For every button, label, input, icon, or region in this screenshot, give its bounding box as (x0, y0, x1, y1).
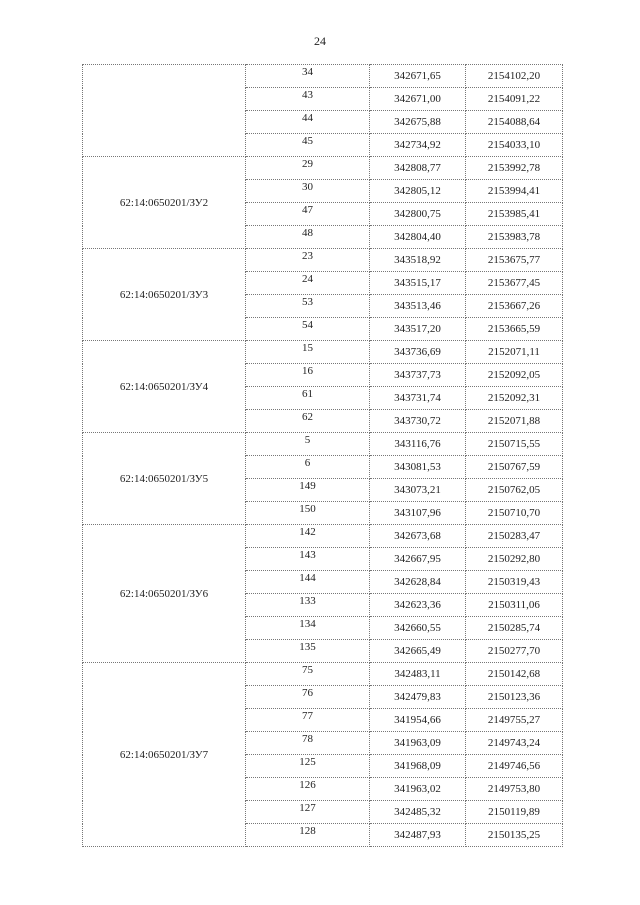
y-coordinate-cell: 2152092,05 (466, 364, 563, 387)
x-coordinate-cell: 341963,09 (370, 732, 466, 755)
x-coordinate-cell: 343518,92 (370, 249, 466, 272)
x-coordinate-cell: 343513,46 (370, 295, 466, 318)
y-coordinate-cell: 2150285,74 (466, 617, 563, 640)
y-coordinate-cell: 2153677,45 (466, 272, 563, 295)
y-coordinate-cell: 2150311,06 (466, 594, 563, 617)
point-number-cell: 76 (246, 686, 370, 709)
point-number-cell: 45 (246, 134, 370, 157)
x-coordinate-cell: 341963,02 (370, 778, 466, 801)
x-coordinate-cell: 342628,84 (370, 571, 466, 594)
table-row (83, 65, 563, 88)
x-coordinate-cell: 343515,17 (370, 272, 466, 295)
point-number-cell: 23 (246, 249, 370, 272)
point-number-cell: 61 (246, 387, 370, 410)
x-coordinate-cell: 343730,72 (370, 410, 466, 433)
y-coordinate-cell: 2150319,43 (466, 571, 563, 594)
point-number-cell: 75 (246, 663, 370, 686)
x-coordinate-cell: 343081,53 (370, 456, 466, 479)
point-number-cell: 16 (246, 364, 370, 387)
plot-number-cell: 62:14:0650201/ЗУ4 (83, 341, 246, 433)
point-number-cell: 6 (246, 456, 370, 479)
x-coordinate-cell: 343107,96 (370, 502, 466, 525)
y-coordinate-cell: 2153983,78 (466, 226, 563, 249)
y-coordinate-cell: 2153985,41 (466, 203, 563, 226)
table-row (83, 249, 563, 272)
y-coordinate-cell: 2150710,70 (466, 502, 563, 525)
point-number-cell: 128 (246, 824, 370, 847)
y-coordinate-cell: 2150283,47 (466, 525, 563, 548)
point-number-cell: 44 (246, 111, 370, 134)
coordinates-table-body (83, 65, 563, 847)
point-number-cell: 53 (246, 295, 370, 318)
y-coordinate-cell: 2154091,22 (466, 88, 563, 111)
point-number-cell: 77 (246, 709, 370, 732)
table-row (83, 157, 563, 180)
y-coordinate-cell: 2154088,64 (466, 111, 563, 134)
point-number-cell: 47 (246, 203, 370, 226)
y-coordinate-cell: 2152092,31 (466, 387, 563, 410)
y-coordinate-cell: 2153992,78 (466, 157, 563, 180)
x-coordinate-cell: 343073,21 (370, 479, 466, 502)
x-coordinate-cell: 342485,32 (370, 801, 466, 824)
y-coordinate-cell: 2149743,24 (466, 732, 563, 755)
point-number-cell: 135 (246, 640, 370, 663)
x-coordinate-cell: 343736,69 (370, 341, 466, 364)
point-number-cell: 127 (246, 801, 370, 824)
plot-number-cell: 62:14:0650201/ЗУ5 (83, 433, 246, 525)
point-number-cell: 142 (246, 525, 370, 548)
x-coordinate-cell: 342804,40 (370, 226, 466, 249)
point-number-cell: 24 (246, 272, 370, 295)
x-coordinate-cell: 342483,11 (370, 663, 466, 686)
x-coordinate-cell: 342479,83 (370, 686, 466, 709)
plot-number-cell: 62:14:0650201/ЗУ2 (83, 157, 246, 249)
point-number-cell: 143 (246, 548, 370, 571)
point-number-cell: 133 (246, 594, 370, 617)
x-coordinate-cell: 342623,36 (370, 594, 466, 617)
point-number-cell: 43 (246, 88, 370, 111)
x-coordinate-cell: 342734,92 (370, 134, 466, 157)
y-coordinate-cell: 2150142,68 (466, 663, 563, 686)
x-coordinate-cell: 342800,75 (370, 203, 466, 226)
x-coordinate-cell: 342660,55 (370, 617, 466, 640)
table-row (83, 525, 563, 548)
plot-number-cell: 62:14:0650201/ЗУ7 (83, 663, 246, 847)
point-number-cell: 5 (246, 433, 370, 456)
point-number-cell: 30 (246, 180, 370, 203)
x-coordinate-cell: 342675,88 (370, 111, 466, 134)
y-coordinate-cell: 2150277,70 (466, 640, 563, 663)
point-number-cell: 78 (246, 732, 370, 755)
x-coordinate-cell: 342671,65 (370, 65, 466, 88)
coordinates-table (82, 64, 563, 847)
y-coordinate-cell: 2153994,41 (466, 180, 563, 203)
x-coordinate-cell: 341968,09 (370, 755, 466, 778)
x-coordinate-cell: 342673,68 (370, 525, 466, 548)
y-coordinate-cell: 2150123,36 (466, 686, 563, 709)
x-coordinate-cell: 343517,20 (370, 318, 466, 341)
plot-number-cell: 62:14:0650201/ЗУ3 (83, 249, 246, 341)
x-coordinate-cell: 343731,74 (370, 387, 466, 410)
y-coordinate-cell: 2153665,59 (466, 318, 563, 341)
y-coordinate-cell: 2153675,77 (466, 249, 563, 272)
y-coordinate-cell: 2154033,10 (466, 134, 563, 157)
point-number-cell: 54 (246, 318, 370, 341)
point-number-cell: 144 (246, 571, 370, 594)
x-coordinate-cell: 342671,00 (370, 88, 466, 111)
table-row (83, 663, 563, 686)
x-coordinate-cell: 342805,12 (370, 180, 466, 203)
point-number-cell: 15 (246, 341, 370, 364)
y-coordinate-cell: 2150767,59 (466, 456, 563, 479)
y-coordinate-cell: 2149746,56 (466, 755, 563, 778)
point-number-cell: 125 (246, 755, 370, 778)
y-coordinate-cell: 2150762,05 (466, 479, 563, 502)
y-coordinate-cell: 2149753,80 (466, 778, 563, 801)
y-coordinate-cell: 2150292,80 (466, 548, 563, 571)
y-coordinate-cell: 2150715,55 (466, 433, 563, 456)
x-coordinate-cell: 341954,66 (370, 709, 466, 732)
x-coordinate-cell: 342487,93 (370, 824, 466, 847)
point-number-cell: 149 (246, 479, 370, 502)
x-coordinate-cell: 342667,95 (370, 548, 466, 571)
table-row (83, 341, 563, 364)
x-coordinate-cell: 343737,73 (370, 364, 466, 387)
x-coordinate-cell: 342808,77 (370, 157, 466, 180)
point-number-cell: 48 (246, 226, 370, 249)
point-number-cell: 29 (246, 157, 370, 180)
page-number: 24 (314, 34, 326, 48)
point-number-cell: 62 (246, 410, 370, 433)
point-number-cell: 34 (246, 65, 370, 88)
point-number-cell: 150 (246, 502, 370, 525)
y-coordinate-cell: 2150119,89 (466, 801, 563, 824)
y-coordinate-cell: 2152071,88 (466, 410, 563, 433)
table-row (83, 433, 563, 456)
y-coordinate-cell: 2150135,25 (466, 824, 563, 847)
y-coordinate-cell: 2153667,26 (466, 295, 563, 318)
plot-number-cell: 62:14:0650201/ЗУ6 (83, 525, 246, 663)
plot-number-cell (83, 65, 246, 157)
y-coordinate-cell: 2154102,20 (466, 65, 563, 88)
x-coordinate-cell: 342665,49 (370, 640, 466, 663)
y-coordinate-cell: 2152071,11 (466, 341, 563, 364)
y-coordinate-cell: 2149755,27 (466, 709, 563, 732)
point-number-cell: 134 (246, 617, 370, 640)
x-coordinate-cell: 343116,76 (370, 433, 466, 456)
point-number-cell: 126 (246, 778, 370, 801)
